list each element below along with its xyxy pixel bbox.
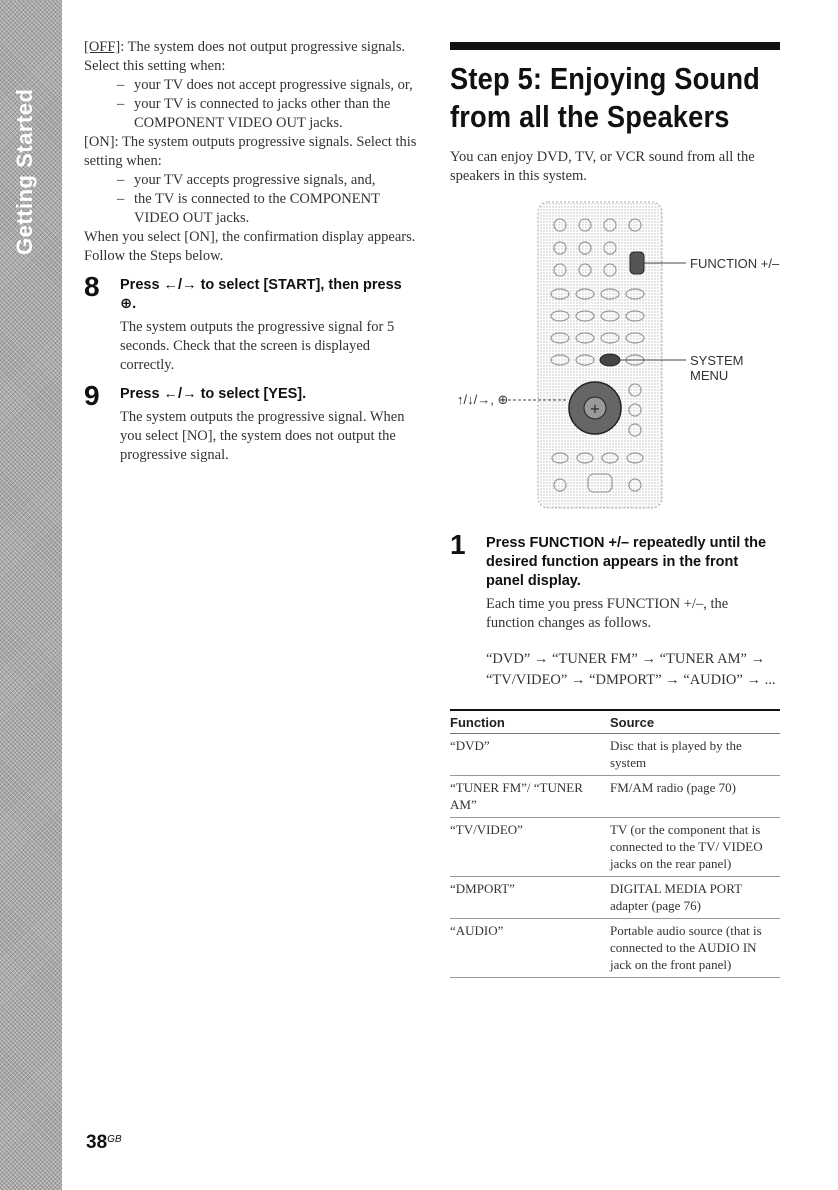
function-source-table: [450, 709, 780, 978]
table-row: [450, 734, 780, 776]
step-8: [84, 271, 419, 375]
step-heading: Press FUNCTION +/– repeatedly until the desired function appears in the front panel display.: [486, 535, 767, 589]
sidebar-tab: [0, 0, 62, 1190]
off-text: : The system does not output progressive signals. Select this setting when:: [84, 39, 406, 74]
left-column: [84, 38, 419, 465]
intro-paragraph: You can enjoy DVD, TV, or VCR sound from all the speakers in this system.: [450, 149, 755, 184]
function-flow: “DVD” → “TUNER FM” → “TUNER AM” → “TV/VIDEO” → “DMPORT” → “AUDIO” → ...: [486, 651, 776, 688]
page-suffix: GB: [107, 1134, 122, 1145]
table-row: [450, 776, 780, 818]
on-item: – the TV is connected to the COMPONENT VIDEO OUT jacks.: [117, 191, 380, 226]
page-number: $38^{GB}$: [86, 1132, 122, 1153]
step-1: [450, 529, 780, 633]
title-rule: [450, 42, 780, 50]
table-cell: “AUDIO”: [450, 919, 610, 978]
step-number: 1: [450, 529, 466, 560]
table-cell: FM/AM radio (page 70): [610, 776, 780, 818]
step-body: Each time you press FUNCTION +/–, the function changes as follows.: [486, 596, 729, 631]
table-row: [450, 877, 780, 919]
callout-system-menu: SYSTEM MENU: [690, 353, 744, 383]
table-header: Source: [610, 710, 780, 734]
on-paragraph: [ON]: The system outputs progressive signals. Select this setting when:: [84, 134, 417, 169]
on-after-paragraph: When you select [ON], the confirmation display appears. Follow the Steps below.: [84, 229, 416, 264]
off-paragraph: [84, 38, 419, 76]
page-title: Step 5: Enjoying Sound from all the Speakers: [450, 61, 761, 134]
off-item: – your TV is connected to jacks other than the COMPONENT VIDEO OUT jacks.: [117, 96, 391, 131]
section-label: Getting Started: [12, 88, 37, 255]
step-number: 9: [84, 380, 100, 411]
step-heading: Press ←/→ to select [YES].: [120, 386, 307, 402]
table-cell: “DMPORT”: [450, 877, 610, 919]
table-header: Function: [450, 710, 610, 734]
table-cell: Portable audio source (that is connected to the AUDIO IN jack on the front panel): [610, 919, 780, 978]
callout-arrows: ↑/↓/→, ⊕: [457, 392, 509, 407]
off-label: [OFF]: [84, 39, 121, 55]
table-row: [450, 818, 780, 877]
step-body: The system outputs the progressive signal for 5 seconds. Check that the screen is displayed correctly.: [120, 319, 395, 373]
step-body: The system outputs the progressive signal. When you select [NO], the system does not output the progressive signal.: [120, 409, 405, 463]
table-cell: DIGITAL MEDIA PORT adapter (page 76): [610, 877, 780, 919]
callout-function: FUNCTION +/–: [690, 256, 780, 271]
table-header-row: [450, 710, 780, 734]
on-item: – your TV accepts progressive signals, and,: [117, 172, 376, 188]
table-row: [450, 919, 780, 978]
svg-text:+: +: [589, 402, 601, 417]
table-cell: “DVD”: [450, 734, 610, 776]
remote-illustration: [450, 200, 780, 520]
step-heading: Press ←/→ to select [START], then press ⊕.: [120, 277, 402, 312]
table-cell: “TUNER FM”/ “TUNER AM”: [450, 776, 610, 818]
step-9: [84, 380, 419, 465]
right-column: [450, 42, 780, 978]
table-cell: “TV/VIDEO”: [450, 818, 610, 877]
off-item: – your TV does not accept progressive signals, or,: [117, 77, 413, 93]
step-number: 8: [84, 271, 100, 302]
table-cell: Disc that is played by the system: [610, 734, 780, 776]
table-cell: TV (or the component that is connected to the TV/ VIDEO jacks on the rear panel): [610, 818, 780, 877]
